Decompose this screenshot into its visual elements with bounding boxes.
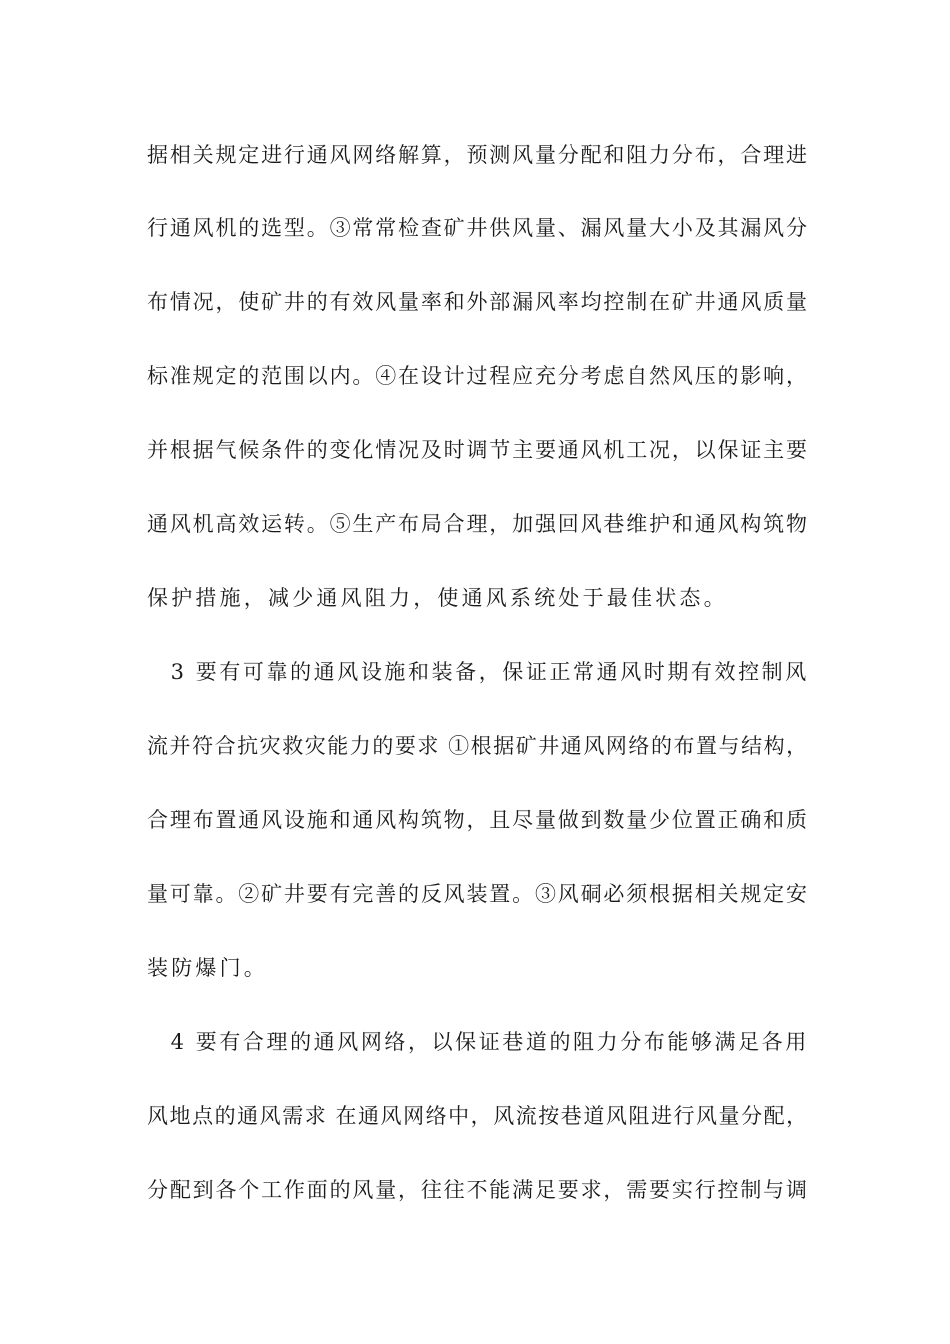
- text-line-4: 标准规定的范围以内。④在设计过程应充分考虑自然风压的影响，: [147, 364, 809, 388]
- text-line-13: 4 要有合理的通风网络，以保证巷道的阻力分布能够满足各用: [147, 1030, 809, 1054]
- text-line-7: 保护措施，减少通风阻力，使通风系统处于最佳状态。: [147, 586, 728, 610]
- text-line-9: 流并符合抗灾救灾能力的要求 ①根据矿井通风网络的布置与结构，: [147, 734, 809, 758]
- text-line-6: 通风机高效运转。⑤生产布局合理，加强回风巷维护和通风构筑物: [147, 512, 809, 536]
- text-line-1: 据相关规定进行通风网络解算，预测风量分配和阻力分布，合理进: [147, 143, 809, 167]
- text-line-3: 布情况，使矿井的有效风量率和外部漏风率均控制在矿井通风质量: [147, 290, 809, 314]
- text-line-15: 分配到各个工作面的风量，往往不能满足要求，需要实行控制与调: [147, 1178, 809, 1202]
- text-line-5: 并根据气候条件的变化情况及时调节主要通风机工况，以保证主要: [147, 438, 809, 462]
- text-line-8: 3 要有可靠的通风设施和装备，保证正常通风时期有效控制风: [147, 660, 809, 684]
- text-line-11: 量可靠。②矿井要有完善的反风装置。③风硐必须根据相关规定安: [147, 882, 809, 906]
- text-line-12: 装防爆门。: [147, 956, 268, 980]
- text-line-10: 合理布置通风设施和通风构筑物，且尽量做到数量少位置正确和质: [147, 808, 809, 832]
- text-line-14: 风地点的通风需求 在通风网络中，风流按巷道风阻进行风量分配，: [147, 1104, 809, 1128]
- text-line-2: 行通风机的选型。③常常检查矿井供风量、漏风量大小及其漏风分: [147, 216, 809, 240]
